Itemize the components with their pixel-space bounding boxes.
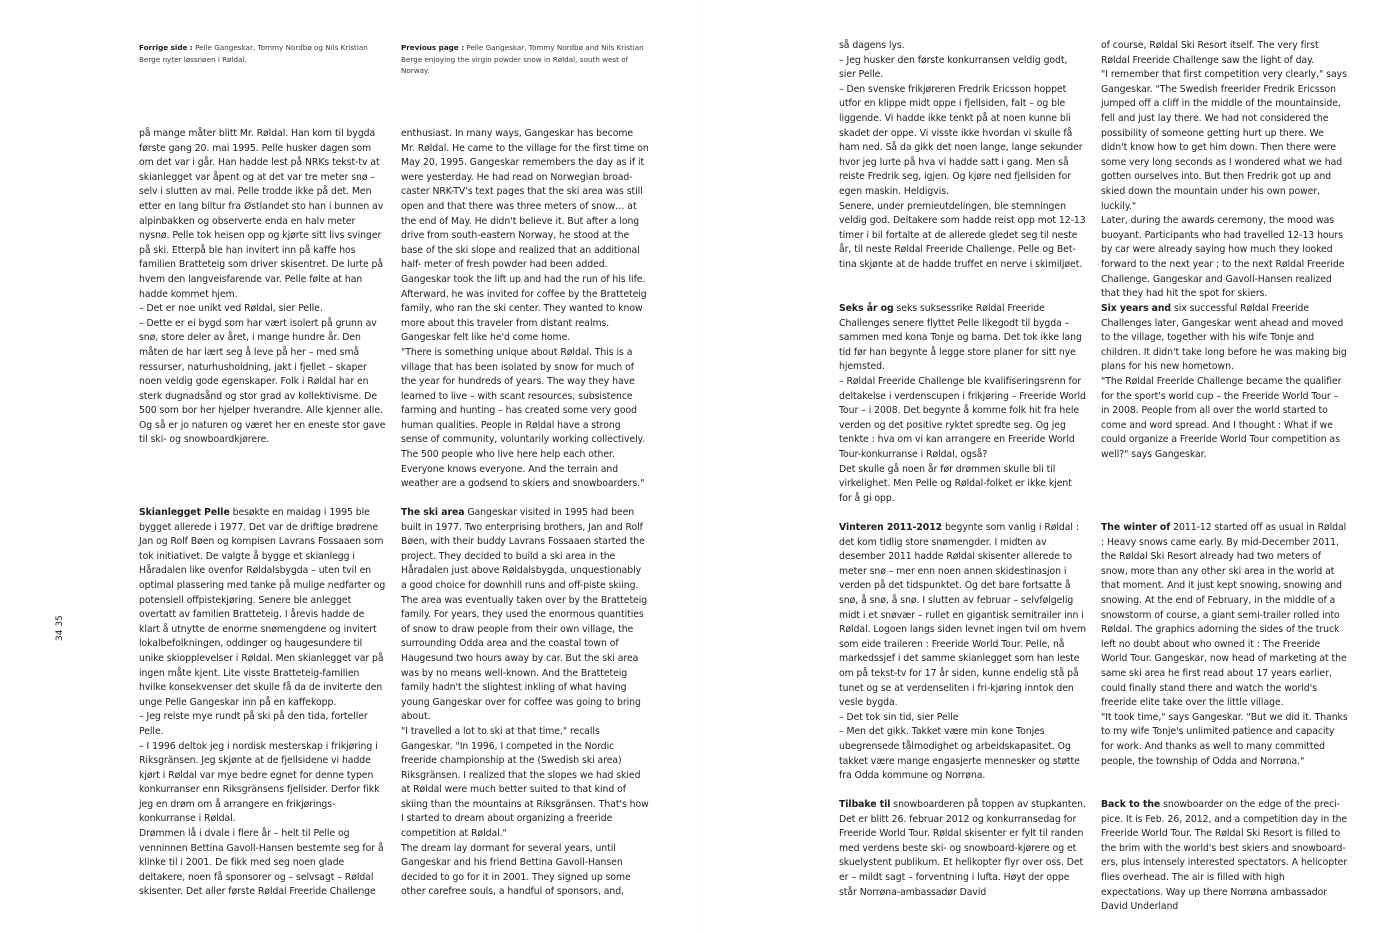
column-page34-english-bottom — [401, 506, 649, 900]
paragraph: Skianlegget Pelle besøkte en maidag i 1995 ble bygget allerede i 1977. Det var de driftige brødrene Jan og Rolf Bøen og kompisen Lavrans Fossaaen som tok initiativet. De valgte å bygge et skianlegg i Håradalen like ovenfor Røldalsbygda – uten tvil en optimal plassering med tanke på mulige nedfarter og potensiell offpistekjøring. Senere ble anlegget overtatt av familien Bratteteig. I årevis hadde de klart å utnytte de enorme snømengdene og invitert lokalbefolkningen, oddinger og haugesundere til unike skiopplevelser i Røldal. Men skianlegget var på ingen måte kjent. Lite visste Bratteteig-familien hvilke konsekvenser det skulle få da de inviterte den unge Pelle Gangeskar inn på en kaffekopp. – Jeg reiste mye rundt på ski på den tida, forteller Pelle. – I 1996 deltok jeg i nordisk mesterskap i frikjøring i Riksgränsen. Jeg skjønte at de fjellsidene vi hadde kjørt i Røldal var mye bedre egnet for denne typen konkurranser enn Riksgränsens fjellsider. Derfor fikk jeg en drøm om å arrangere en frikjørings-konkurranse i Røldal. Drømmen lå i dvale i flere år – helt til Pelle og venninnen Bettina Gavoll-Hansen bestemte seg for å klinke til i 2001. De fikk med seg noen glade deltakere, noen få sponsorer og – selvsagt – Røldal skisenter. Det aller første Røldal Freeride Challenge — [139, 507, 386, 898]
page-gutter — [699, 0, 701, 933]
paragraph: Six years and six successful Røldal Freeride Challenges later, Gangeskar went ahead and moved to the village, together with his wife Tonje and children. It didn't take long before he was making big plans for his new hometown. "The Røldal Freeride Challenge became the qualifier for the sport's world cup – the Freeride World Tour – in 2008. People from all over the world started to come and word spread. And I thought : What if we could organize a Freeride World Tour competition as well?" says Gangeskar. — [1101, 303, 1347, 460]
caption-label: Previous page : — [401, 43, 465, 52]
column-page34-norwegian-bottom — [139, 506, 387, 900]
column-page35-norwegian-1 — [839, 39, 1087, 273]
paragraph: enthusiast. In many ways, Gangeskar has become Mr. Røldal. He came to the village for the first time on May 20, 1995. Gangeskar remembers the day as if it were yesterday. He had read on Norwegian broad-caster NRK-TV's text pages that the ski area was still open and that there was three meters of snow… at the end of May. He didn't believe it. But after a long drive from south-eastern Norway, he stood at the base of the ski slope and realized that an additional half- meter of fresh powder had been added. Gangeskar took the lift up and had the run of his life. Afterward, he was invited for coffee by the Bratteteig family, who ran the ski center. They wanted to know more about this traveler from distant realms. Gangeskar felt like he'd come home. "There is something unique about Røldal. This is a village that has been isolated by snow for much of the year for hundreds of years. The way they have learned to live – with scant resources, subsistence farming and hunting – has created some very good human qualities. People in Røldal have a strong sense of community, voluntarily working collectively. The 500 people who live here help each other. Everyone knows everyone. And the terrain and weather are a godsend to skiers and snowboarders." — [401, 128, 649, 490]
lead-in: The ski area — [401, 507, 465, 518]
paragraph: The ski area Gangeskar visited in 1995 had been built in 1977. Two enterprising brothers, Jan and Rolf Bøen, with their buddy Lavrans Fossaaen started the project. They decided to build a ski area in the Håradalen just above Røldalsbygda, unquestionably a good choice for downhill runs and off-piste skiing. The area was eventually taken over by the Bratteteig family. For years, they used the enormous quantities of snow to draw people from their own village, the surrounding Odda area and the coastal town of Haugesund two hours away by car. But the ski area was by no means well-known. And the Bratteteig family hadn't the slightest inkling of what having young Gangeskar over for coffee was going to bring about. "I travelled a lot to ski at that time," recalls Gangeskar. "In 1996, I competed in the Nordic freeride championship at the (Swedish ski area) Riksgränsen. I realized that the slopes we had skied at Røldal were much better suited to that kind of skiing than the mountains at Riksgränsen. That's how I started to dream about organizing a freeride competition at Røldal." The dream lay dormant for several years, until Gangeskar and his friend Bettina Gavoll-Hansen decided to go for it in 2001. They signed up some other carefree souls, a handful of sponsors, and, — [401, 507, 649, 898]
paragraph: på mange måter blitt Mr. Røldal. Han kom til bygda første gang 20. mai 1995. Pelle husker dagen som om det var i går. Han hadde lest på NRKs tekst-tv at skianlegget var åpent og at det var tre meter snø – selv i slutten av mai. Pelle trodde ikke på det. Men etter en lang biltur fra Østlandet sto han i bunnen av alpinbakken og observerte enda en halv meter nysnø. Pelle tok heisen opp og kjørte sitt livs svinger på ski. Etterpå ble han invitert inn på kaffe hos familien Bratteteig som driver skisentret. De lurte på hvem den langveisfarende var. Pelle følte at han hadde kommet hjem. – Det er noe unikt ved Røldal, sier Pelle. – Dette er ei bygd som har vært isolert på grunn av snø, store deler av året, i mange hundre år. Den måten de har lært seg å leve på her – med små ressurser, naturhusholdning, jakt i fjellet – skaper noen veldig gode egenskaper. Folk i Røldal har en sterk dugnadsånd og stor grad av kollektivisme. De 500 som bor her hjelper hverandre. Alle kjenner alle. Og så er jo naturen og været her en eneste stor gave til ski- og snowboardkjørere. — [139, 128, 386, 446]
lead-in: The winter of — [1101, 522, 1171, 533]
column-page34-english-top — [401, 127, 649, 492]
column-page35-norwegian-4 — [839, 798, 1087, 900]
column-page35-english-4 — [1101, 798, 1349, 915]
column-page35-english-3 — [1101, 521, 1349, 769]
caption-label: Forrige side : — [139, 43, 193, 52]
page-numbers: 34 35 — [55, 615, 65, 641]
column-page35-english-2 — [1101, 302, 1349, 463]
column-page35-norwegian-3 — [839, 521, 1087, 784]
paragraph: Tilbake til snowboarderen på toppen av stupkanten. Det er blitt 26. februar 2012 og konkurransedag for Freeride World Tour. Røldal skisenter er fylt til randen med verdens beste ski- og snowboard-kjørere og et skuelystent publikum. Et helikopter flyr over oss. Det er – mildt sagt – forventning i lufta. Høyt der oppe står Norrøna-ambassadør David — [839, 799, 1086, 898]
column-page35-norwegian-2 — [839, 302, 1087, 506]
caption-english — [401, 42, 649, 77]
lead-in: Skianlegget Pelle — [139, 507, 230, 518]
lead-in: Tilbake til — [839, 799, 891, 810]
lead-in: Seks år og — [839, 303, 894, 314]
paragraph: Back to the snowboarder on the edge of the preci-pice. It is Feb. 26, 2012, and a competition day in the Freeride World Tour. The Røldal Ski Resort is filled to the brim with the world's best skiers and snowboard-ers, plus intensely interested spectators. A helicopter flies overhead. The air is filled with high expectations. Way up there Norrøna ambassador David Underland — [1101, 799, 1348, 913]
column-page34-norwegian-top — [139, 127, 387, 448]
lead-in: Vinteren 2011-2012 — [839, 522, 943, 533]
caption-text: Pelle Gangeskar, Tommy Nordbø and Nils Kristian Berge enjoying the virgin powder snow in Røldal, south west of Norway. — [401, 43, 644, 75]
lead-in: Six years and — [1101, 303, 1172, 314]
column-page35-english-1 — [1101, 39, 1349, 302]
paragraph: of course, Røldal Ski Resort itself. The very first Røldal Freeride Challenge saw the light of day. "I remember that first competition very clearly," says Gangeskar. "The Swedish freerider Fredrik Ericsson jumped off a cliff in the middle of the mountainside, fell and just lay there. We had not considered the possibility of someone getting hurt up there. We didn't know how to get him down. Then there were some very long seconds as I wondered what we had gotten ourselves into. But then Fredrik got up and skied down the mountain under his own power, luckily." Later, during the awards ceremony, the mood was buoyant. Participants who had travelled 12-13 hours by car were already saying how much they looked forward to the next year ; to the next Røldal Freeride Challenge. Gangeskar and Gavoll-Hansen realized that they had hit the spot for skiers. — [1101, 40, 1347, 300]
caption-text: Pelle Gangeskar, Tommy Nordbø og Nils Kristian Berge nyter løssnøen i Røldal. — [139, 43, 368, 64]
paragraph: så dagens lys. – Jeg husker den første konkurransen veldig godt, sier Pelle. – Den svenske frikjøreren Fredrik Ericsson hoppet utfor en klippe midt oppe i fjellsiden, falt – og ble liggende. Vi hadde ikke tenkt på at noen kunne bli skadet der oppe. Vi visste ikke hvordan vi skulle få ham ned. Så da gikk det noen lange, lange sekunder hvor jeg lurte på hva vi hadde satt i gang. Men så reiste Fredrik seg, igjen. Og kjøre ned fjellsiden for egen maskin. Heldigvis. Senere, under premieutdelingen, ble stemningen veldig god. Deltakere som hadde reist opp mot 12-13 timer i bil fortalte at de allerede gledet seg til neste år, til neste Røldal Freeride Challenge. Pelle og Bet-tina skjønte at de hadde truffet en nerve i skimiljøet. — [839, 40, 1086, 270]
paragraph: Seks år og seks suksessrike Røldal Freeride Challenges senere flyttet Pelle likegodt til bygda – sammen med kona Tonje og barna. Det tok ikke lang tid før han begynte å legge store planer for sitt nye hjemsted. – Røldal Freeride Challenge ble kvalifiseringsrenn for deltakelse i verdenscupen i frikjøring – Freeride World Tour – i 2008. Det begynte å komme folk hit fra hele verden og det positive ryktet spredte seg. Og jeg tenkte : hva om vi kan arrangere en Freeride World Tour-konkurranse i Røldal, også? Det skulle gå noen år før drømmen skulle bli til virkelighet. Men Pelle og Røldal-folket er ikke kjent for å gi opp. — [839, 303, 1086, 504]
lead-in: Back to the — [1101, 799, 1161, 810]
caption-norwegian — [139, 42, 377, 65]
paragraph: The winter of 2011-12 started off as usual in Røldal : Heavy snows came early. By mid-December 2011, the Røldal Ski Resort already had two meters of snow, more than any other ski area in the world at that moment. And it just kept snowing, snowing and snowing. At the end of February, in the middle of a snowstorm of course, a giant semi-trailer rolled into Røldal. The graphics adorning the sides of the truck left no doubt about who owned it : The Freeride World Tour. Gangeskar, now head of marketing at the same ski area he first read about 17 years earlier, could finally stand there and watch the world's freeride elite take over the little village. "It took time," says Gangeskar. "But we did it. Thanks to my wife Tonje's unlimited patience and capacity for work. And thanks as well to many committed people, the township of Odda and Norrøna." — [1101, 522, 1348, 767]
paragraph: Vinteren 2011-2012 begynte som vanlig i Røldal : det kom tidlig store snømengder. I midten av desember 2011 hadde Røldal skisenter allerede to meter snø – mer enn noen annen skidestinasjon i verden på det tidspunktet. Og det bare fortsatte å snø, å snø, å snø. I slutten av februar – selvfølgelig midt i et snøvær – rullet en gigantisk semitrailer inn i Røldal. Logoen langs siden levnet ingen tvil om hvem som eide traileren : Freeride World Tour. Pelle, nå markedssjef i det samme skianlegget som han leste om på tekst-tv for 17 år siden, kunne endelig stå på tunet og se at verdenseliten i fri-kjøring inntok den vesle bygda. – Det tok sin tid, sier Pelle – Men det gikk. Takket være min kone Tonjes ubegrensede tålmodighet og arbeidskapasitet. Og takket være mange engasjerte mennesker og støtte fra Odda kommune og Norrøna. — [839, 522, 1086, 782]
